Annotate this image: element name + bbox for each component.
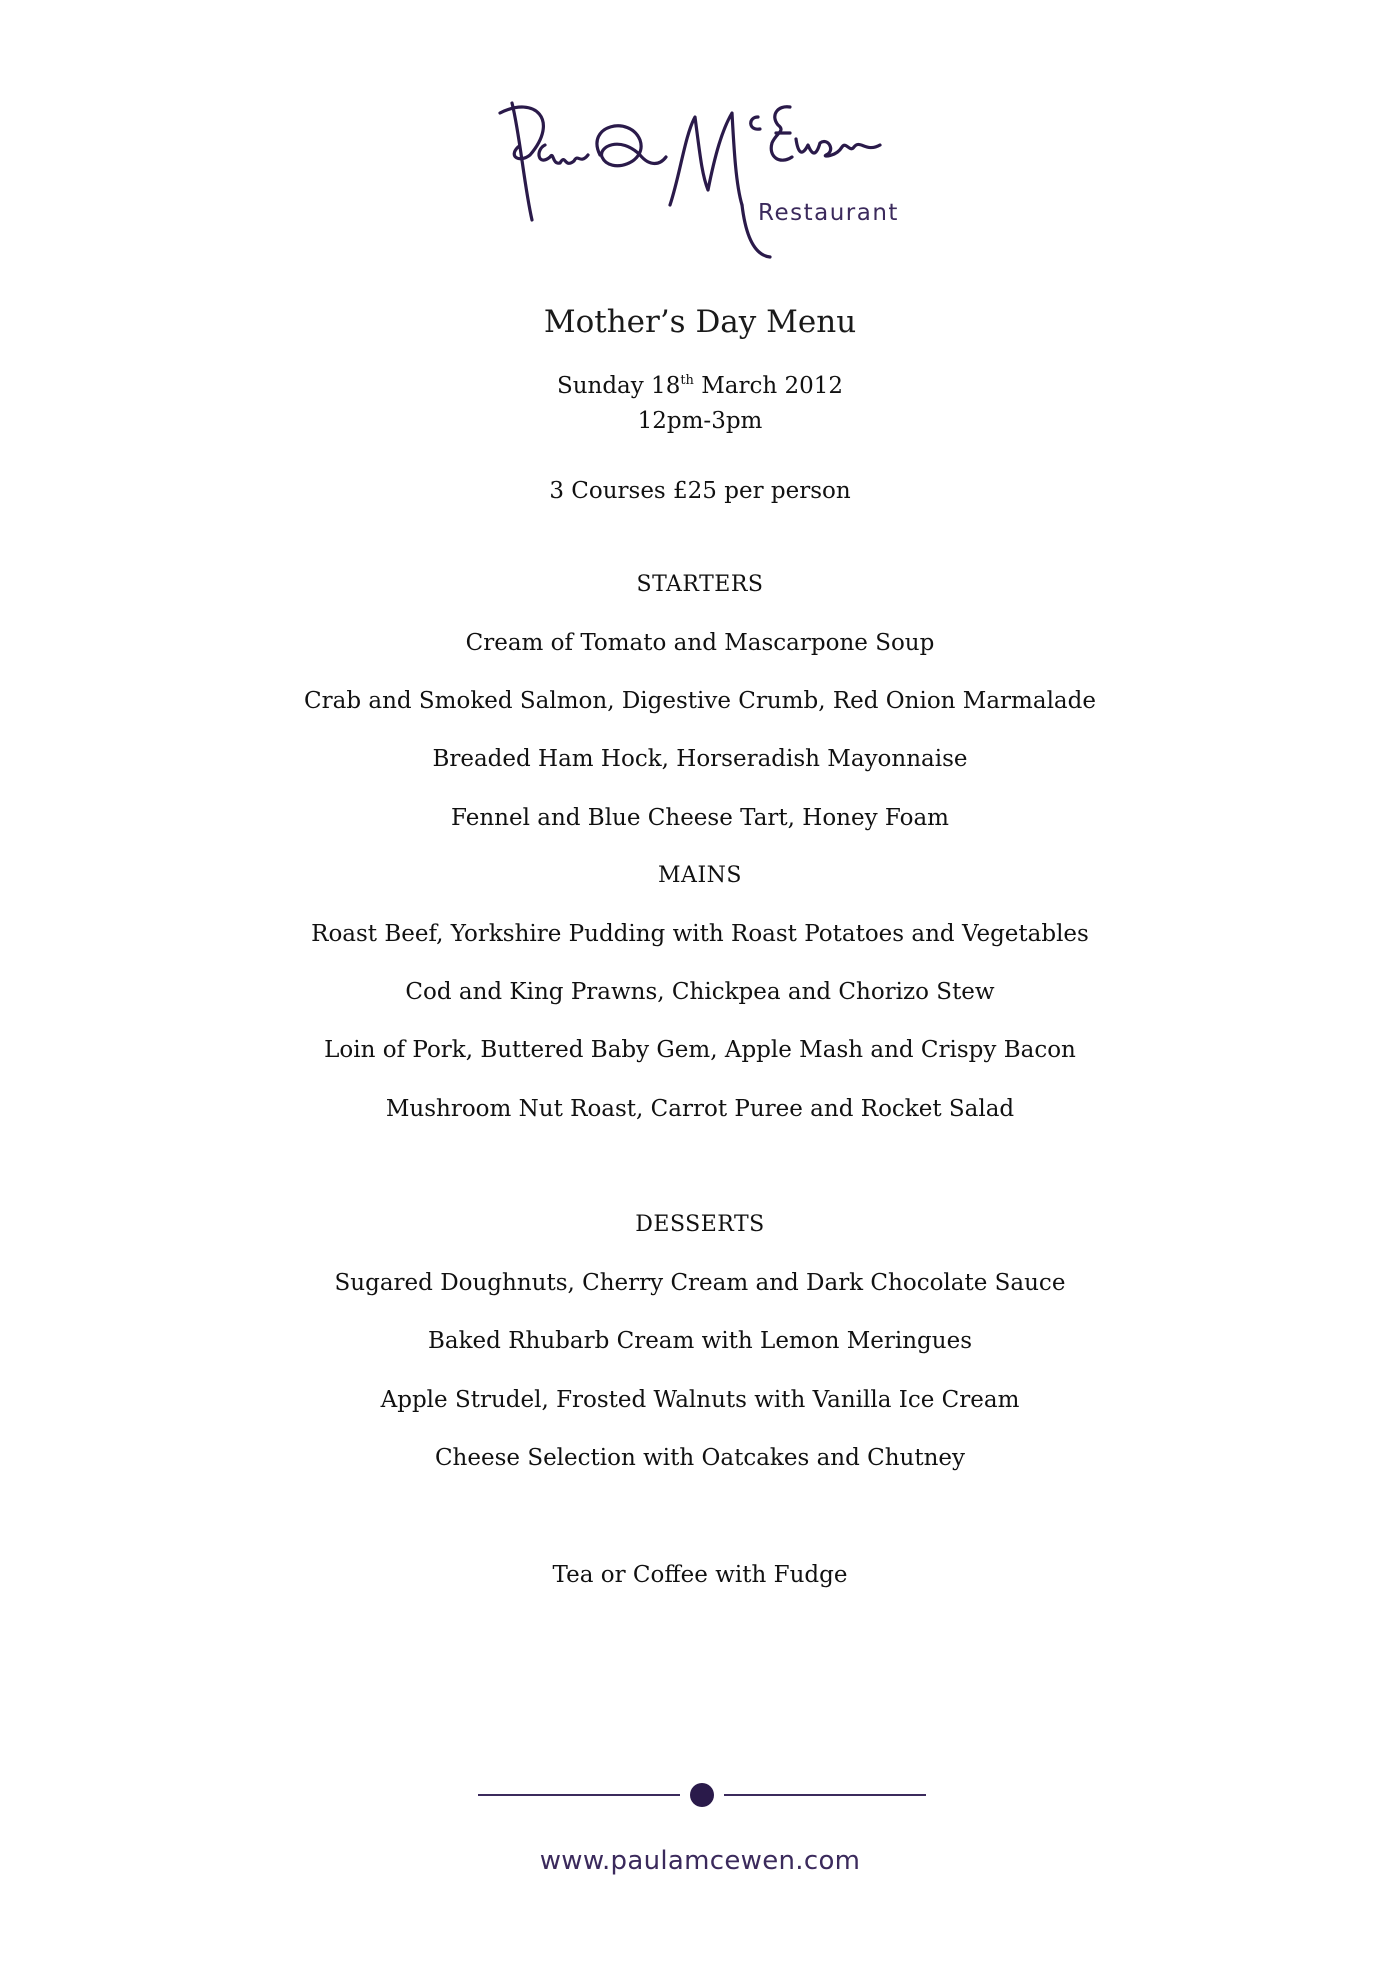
- starter-item: Cream of Tomato and Mascarpone Soup: [465, 630, 935, 656]
- dessert-item: Sugared Doughnuts, Cherry Cream and Dark Chocolate Sauce: [334, 1270, 1066, 1296]
- main-item: Mushroom Nut Roast, Carrot Puree and Rocket Salad: [385, 1096, 1015, 1122]
- main-item: Cod and King Prawns, Chickpea and Chorizo Stew: [405, 979, 995, 1005]
- main-item: Loin of Pork, Buttered Baby Gem, Apple Mash and Crispy Bacon: [324, 1037, 1076, 1063]
- signature-logo-icon: [490, 95, 910, 265]
- footer-rule-right: [724, 1794, 926, 1796]
- starters-heading: STARTERS: [636, 572, 764, 597]
- website-link[interactable]: www.paulamcewen.com: [539, 1846, 861, 1876]
- starter-item: Fennel and Blue Cheese Tart, Honey Foam: [451, 805, 949, 831]
- logo-subtitle: Restaurant: [758, 200, 899, 226]
- desserts-heading: DESSERTS: [635, 1212, 765, 1237]
- dessert-item: Baked Rhubarb Cream with Lemon Meringues: [428, 1328, 972, 1354]
- starter-item: Breaded Ham Hock, Horseradish Mayonnaise: [432, 746, 968, 772]
- restaurant-logo: [490, 95, 910, 265]
- menu-date: [0, 373, 1400, 399]
- dessert-item: Cheese Selection with Oatcakes and Chutney: [434, 1445, 966, 1471]
- menu-price: 3 Courses £25 per person: [549, 478, 851, 504]
- starter-item: Crab and Smoked Salmon, Digestive Crumb, Red Onion Marmalade: [304, 688, 1096, 714]
- menu-hours: 12pm-3pm: [637, 408, 763, 434]
- date-rest: March 2012: [693, 373, 844, 399]
- date-suffix: th: [680, 373, 694, 388]
- footer-rule-left: [478, 1794, 680, 1796]
- dessert-item: Apple Strudel, Frosted Walnuts with Vanilla Ice Cream: [380, 1387, 1020, 1413]
- main-item: Roast Beef, Yorkshire Pudding with Roast Potatoes and Vegetables: [311, 921, 1089, 947]
- footer-dot-icon: [690, 1783, 714, 1807]
- closing-line: Tea or Coffee with Fudge: [552, 1562, 848, 1588]
- mains-heading: MAINS: [658, 863, 742, 888]
- date-day: Sunday 18: [556, 373, 681, 399]
- menu-title: Mother’s Day Menu: [543, 304, 857, 340]
